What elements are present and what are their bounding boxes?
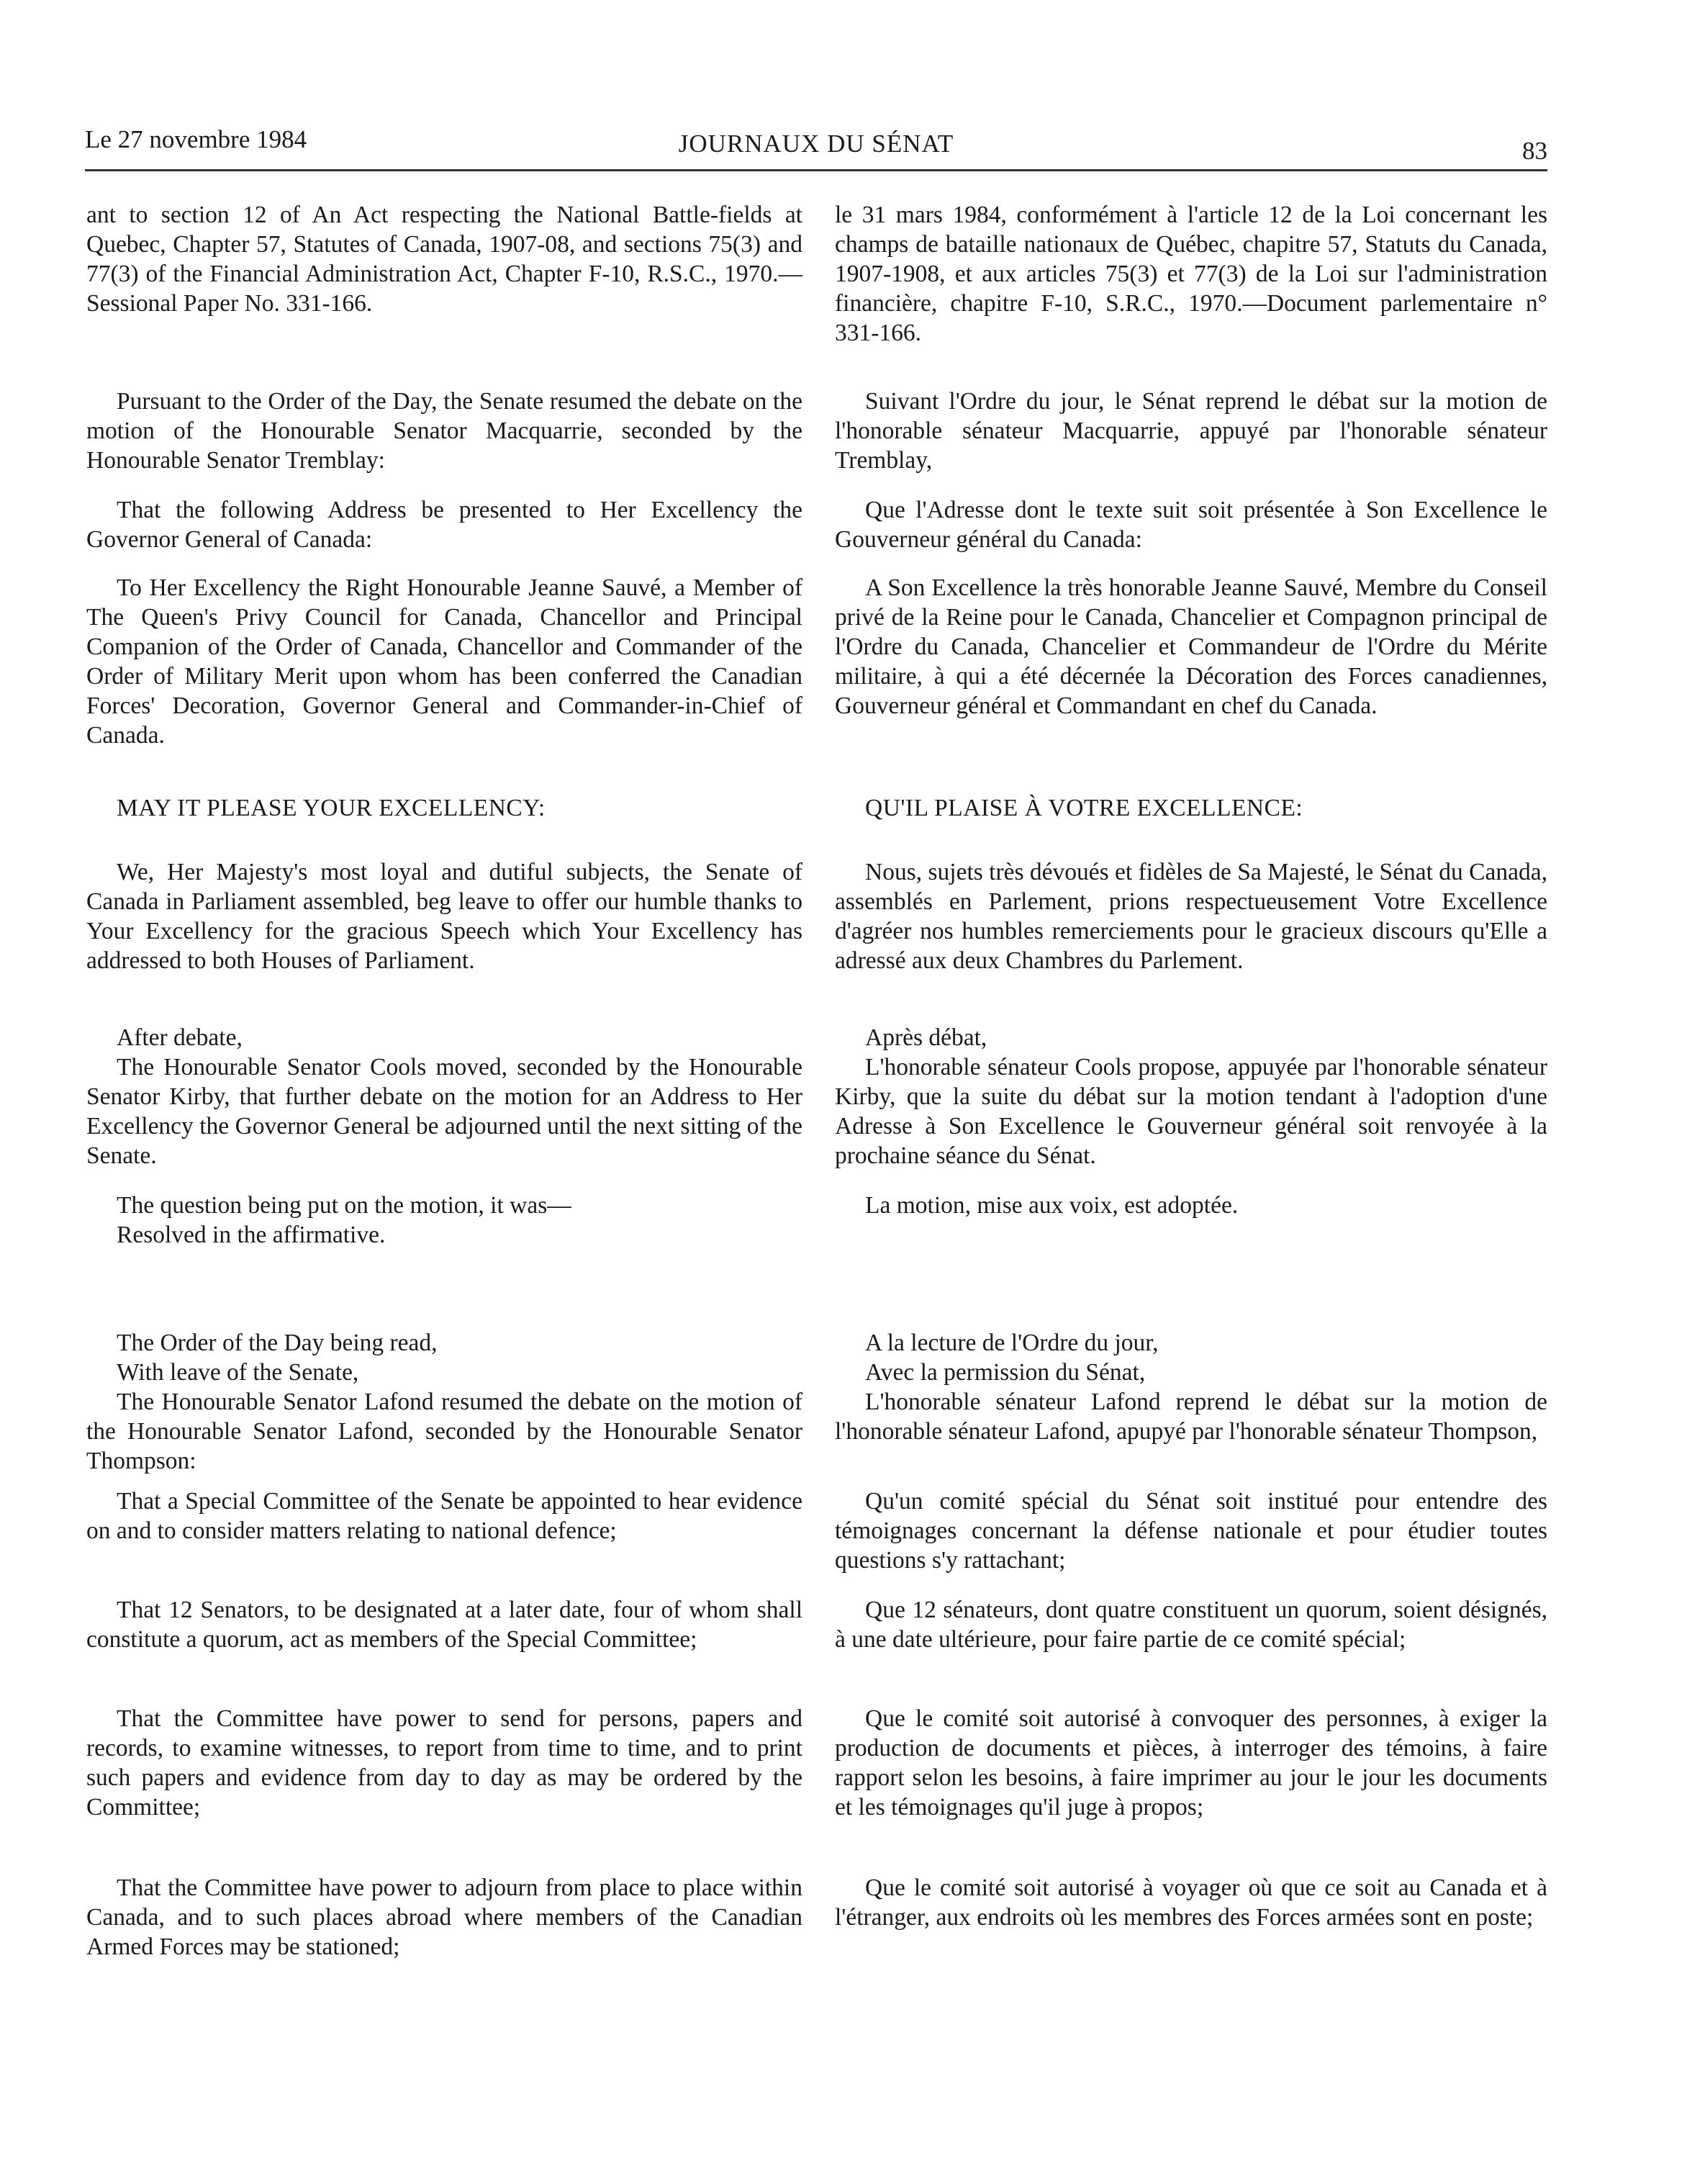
fr-paragraph-5: QU'IL PLAISE À VOTRE EXCELLENCE: [865, 795, 1303, 821]
page-number: 83 [1522, 137, 1547, 165]
en-paragraph-9a: The Order of the Day being read, [117, 1330, 438, 1356]
fr-paragraph-12: Que le comité soit autorisé à convoquer des personnes, à exiger la production de documents et pièces, à interroger des témoins, à faire rapport selon les besoins, à faire imprimer au jour le jour les documents et les témoignages qu'il juge à propos; [835, 1705, 1547, 1820]
fr-paragraph-6: Nous, sujets très dévoués et fidèles de Sa Majesté, le Sénat du Canada, assemblés en Parlement, prions respectueusement Votre Excellence d'agréer nos humbles remerciements pour le gracieux discours qu'Elle a adressé aux deux Chambres du Parlement. [835, 859, 1547, 974]
en-paragraph-9c: The Honourable Senator Lafond resumed the debate on the motion of the Honourable Senator Lafond, seconded by the Honourable Senator Thompson: [86, 1389, 802, 1474]
fr-paragraph-13: Que le comité soit autorisé à voyager où que ce soit au Canada et à l'étranger, aux endroits où les membres des Forces armées sont en poste; [835, 1874, 1547, 1931]
fr-paragraph-10: Qu'un comité spécial du Sénat soit institué pour entendre des témoignages concernant la défense nationale et pour étudier toutes questions s'y rattachant; [835, 1488, 1547, 1574]
en-paragraph-11: That 12 Senators, to be designated at a later date, four of whom shall constitute a quorum, act as members of the Special Committee; [86, 1597, 802, 1653]
fr-paragraph-9c: L'honorable sénateur Lafond reprend le débat sur la motion de l'honorable sénateur Lafond, apupyé par l'honorable sénateur Thompson, [835, 1389, 1547, 1445]
fr-paragraph-9a: A la lecture de l'Ordre du jour, [865, 1330, 1159, 1356]
header-title: JOURNAUX DU SÉNAT [678, 130, 954, 158]
fr-paragraph-4: A Son Excellence la très honorable Jeanne Sauvé, Membre du Conseil privé de la Reine pour le Canada, Chancelier et Compagnon principal de l'Ordre du Canada, Chancelier et Commandeur de l'Ordre du Mérite militaire, à qui a été décernée la Décoration des Forces canadiennes, Gouverneur général et Commandant en chef du Canada. [835, 574, 1547, 719]
en-paragraph-6: We, Her Majesty's most loyal and dutiful subjects, the Senate of Canada in Parliament assembled, beg leave to offer our humble thanks to Your Excellency for the gracious Speech which Your Excellency has addressed to both Houses of Parliament. [86, 859, 802, 974]
fr-paragraph-9b: Avec la permission du Sénat, [865, 1359, 1146, 1386]
en-paragraph-10: That a Special Committee of the Senate be appointed to hear evidence on and to consider matters relating to national defence; [86, 1488, 802, 1544]
en-paragraph-9b: With leave of the Senate, [117, 1359, 359, 1386]
fr-paragraph-2: Suivant l'Ordre du jour, le Sénat reprend le débat sur la motion de l'honorable sénateur Macquarrie, appuyé par l'honorable sénateur Tremblay, [835, 388, 1547, 474]
fr-paragraph-3: Que l'Adresse dont le texte suit soit présentée à Son Excellence le Gouverneur général du Canada: [835, 497, 1547, 553]
fr-paragraph-7b: L'honorable sénateur Cools propose, appuyée par l'honorable sénateur Kirby, que la suite du débat sur la motion tendant à l'adoption d'une Adresse à Son Excellence le Gouverneur général soit renvoyée à la prochaine séance du Sénat. [835, 1054, 1547, 1169]
fr-paragraph-11: Que 12 sénateurs, dont quatre constituent un quorum, soient désignés, à une date ultérieure, pour faire partie de ce comité spécial; [835, 1597, 1547, 1653]
header-rule [85, 169, 1547, 171]
en-paragraph-8a: The question being put on the motion, it was— [117, 1192, 571, 1219]
header-date: Le 27 novembre 1984 [85, 125, 307, 153]
fr-paragraph-8: La motion, mise aux voix, est adoptée. [865, 1192, 1239, 1219]
en-paragraph-8b: Resolved in the affirmative. [117, 1222, 386, 1248]
en-paragraph-3: That the following Address be presented to Her Excellency the Governor General of Canada: [86, 497, 802, 553]
en-paragraph-12: That the Committee have power to send for persons, papers and records, to examine witnesses, to report from time to time, and to print such papers and evidence from day to day as may be ordered by the Committee; [86, 1705, 802, 1820]
fr-paragraph-1: le 31 mars 1984, conformément à l'article 12 de la Loi concernant les champs de bataille nationaux de Québec, chapitre 57, Statuts du Canada, 1907-1908, et aux articles 75(3) et 77(3) de la Loi sur l'administration financière, chapitre F-10, S.R.C., 1970.—Document parlementaire n° 331-166. [835, 202, 1547, 346]
page-header [85, 122, 1547, 165]
en-paragraph-5: MAY IT PLEASE YOUR EXCELLENCY: [117, 795, 546, 821]
en-paragraph-1: ant to section 12 of An Act respecting the National Battle-fields at Quebec, Chapter 57, Statutes of Canada, 1907-08, and sections 75(3) and 77(3) of the Financial Administration Act, Chapter F-10, R.S.C., 1970.—Sessional Paper No. 331-166. [86, 202, 802, 317]
en-paragraph-7a: After debate, [117, 1024, 243, 1051]
en-paragraph-7b: The Honourable Senator Cools moved, seconded by the Honourable Senator Kirby, that further debate on the motion for an Address to Her Excellency the Governor General be adjourned until the next sitting of the Senate. [86, 1054, 802, 1169]
fr-paragraph-7a: Après débat, [865, 1024, 987, 1051]
en-paragraph-13: That the Committee have power to adjourn from place to place within Canada, and to such places abroad where members of the Canadian Armed Forces may be stationed; [86, 1874, 802, 1960]
en-paragraph-2: Pursuant to the Order of the Day, the Senate resumed the debate on the motion of the Honourable Senator Macquarrie, seconded by the Honourable Senator Tremblay: [86, 388, 802, 474]
en-paragraph-4: To Her Excellency the Right Honourable Jeanne Sauvé, a Member of The Queen's Privy Council for Canada, Chancellor and Principal Companion of the Order of Canada, Chancellor and Commander of the Order of Military Merit upon whom has been conferred the Canadian Forces' Decoration, Governor General and Commander-in-Chief of Canada. [86, 574, 802, 749]
